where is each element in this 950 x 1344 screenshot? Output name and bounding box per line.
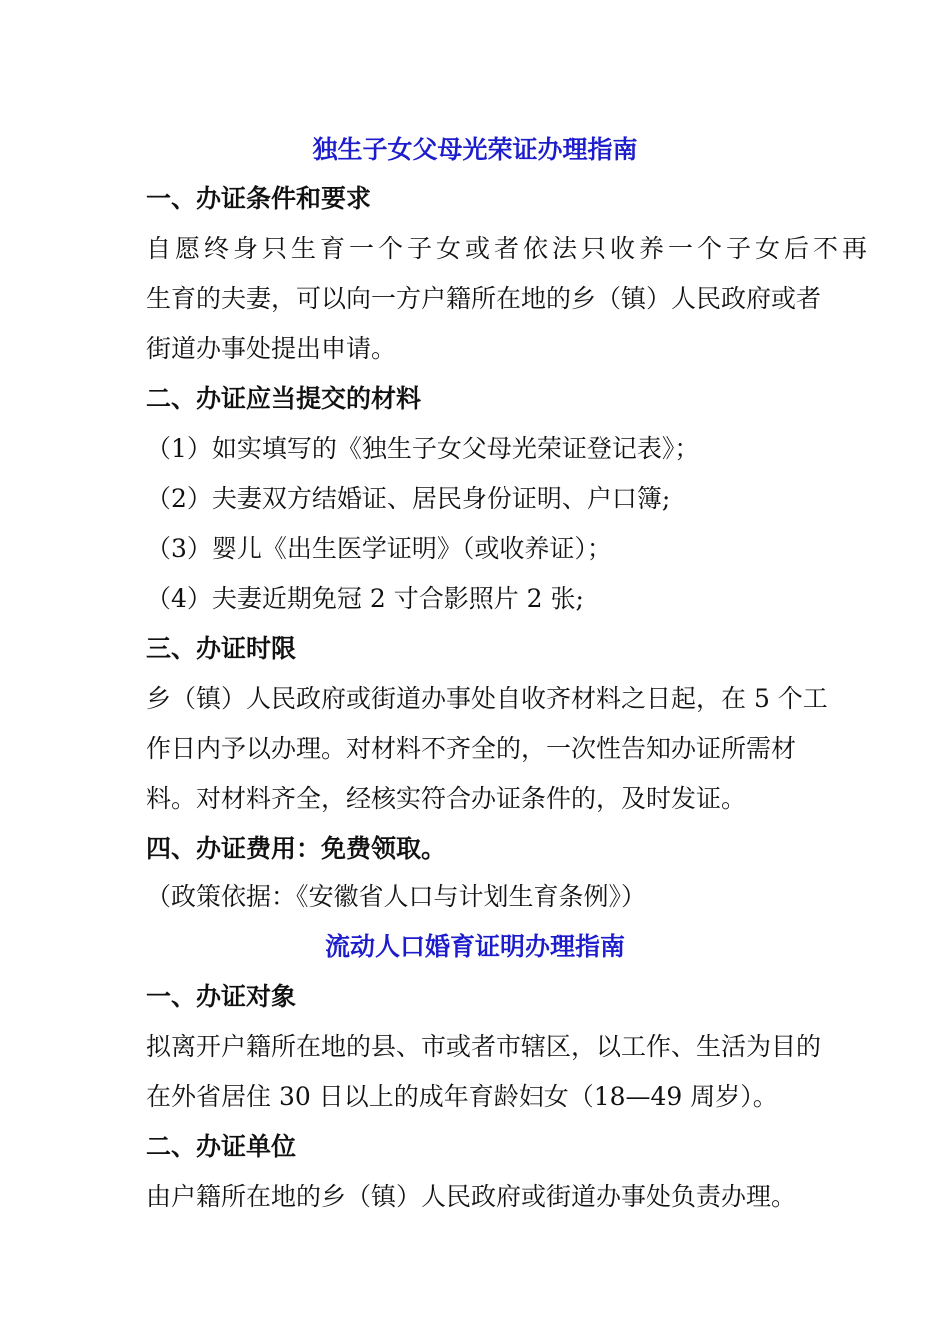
section1-heading-time-limit: 三、办证时限 [146,634,297,663]
section1-policy-basis: （政策依据：《安徽省人口与计划生育条例》） [146,882,647,911]
section1-heading-conditions: 一、办证条件和要求 [146,184,372,213]
section1-conditions-line-1: 自愿终身只生育一个子女或者依法只收养一个子女后不再 [146,234,872,263]
section1-time-limit-line-2: 作日内予以办理。对材料不齐全的，一次性告知办证所需材 [146,734,797,763]
section2-heading-unit: 二、办证单位 [146,1132,297,1161]
section2-heading-target: 一、办证对象 [146,982,297,1011]
section2-title: 流动人口婚育证明办理指南 [324,932,625,961]
section1-heading-materials: 二、办证应当提交的材料 [146,384,422,413]
section1-material-item-1: （1）如实填写的《独生子女父母光荣证登记表》； [146,434,700,463]
section1-time-limit-line-3: 料。对材料齐全，经核实符合办证条件的，及时发证。 [146,784,747,813]
section1-material-item-2: （2）夫妻双方结婚证、居民身份证明、户口簿; [146,484,671,513]
section1-heading-fee: 四、办证费用：免费领取。 [146,834,447,863]
section2-unit-text: 由户籍所在地的乡（镇）人民政府或街道办事处负责办理。 [146,1182,797,1211]
section1-title: 独生子女父母光荣证办理指南 [312,135,638,164]
section2-target-line-1: 拟离开户籍所在地的县、市或者市辖区，以工作、生活为目的 [146,1032,822,1061]
section2-target-line-2: 在外省居住 30 日以上的成年育龄妇女（18—49 周岁）。 [146,1082,778,1111]
section1-material-item-4: （4）夫妻近期免冠 2 寸合影照片 2 张; [146,584,584,613]
section1-material-item-3: （3）婴儿《出生医学证明》（或收养证）； [146,534,612,563]
section1-conditions-line-2: 生育的夫妻，可以向一方户籍所在地的乡（镇）人民政府或者 [146,284,822,313]
section1-time-limit-line-1: 乡（镇）人民政府或街道办事处自收齐材料之日起，在 5 个工 [146,684,828,713]
section1-conditions-line-3: 街道办事处提出申请。 [146,334,397,363]
